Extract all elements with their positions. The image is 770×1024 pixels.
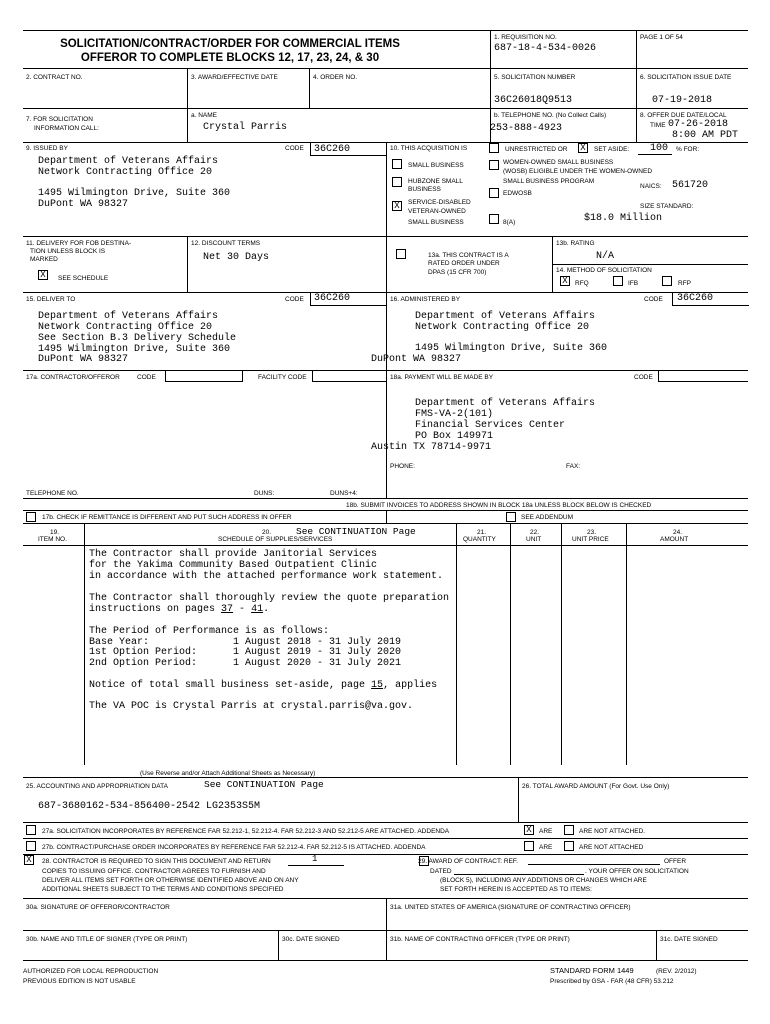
col-quantity-num: 21. — [477, 529, 487, 536]
facility-code-label: FACILITY CODE — [258, 374, 307, 381]
footer-prescribed: Prescribed by GSA - FAR (48 CFR) 53.212 — [550, 978, 674, 985]
administered-by-label: 16. ADMINISTERED BY — [390, 296, 461, 303]
accounting-note: See CONTINUATION Page — [204, 779, 324, 790]
contractor-code-label: CODE — [137, 374, 156, 381]
footer-authorized: AUTHORIZED FOR LOCAL REPRODUCTION — [23, 968, 159, 975]
27a-text: 27a. SOLICITATION INCORPORATES BY REFERENCE FAR 52.212-1, 52.212-4. FAR 52.212-3 AND 52.212-5 ARE ATTACHED. ADDENDA — [42, 828, 450, 835]
see-addendum-checkbox[interactable] — [506, 512, 516, 522]
hubzone-label-1: HUBZONE SMALL — [408, 178, 463, 185]
col-item-label: ITEM NO. — [38, 536, 67, 543]
deliver-to-line1: Department of Veterans Affairs — [38, 311, 219, 322]
payment-line3: Financial Services Center — [415, 420, 566, 431]
page-count: PAGE 1 OF 54 — [640, 34, 683, 41]
solicitation-date-label: 6. SOLICITATION ISSUE DATE — [640, 74, 732, 81]
schedule-poc: The VA POC is Crystal Parris at crystal.parris@va.gov. — [89, 701, 414, 712]
col-unit-label: UNIT — [526, 536, 542, 543]
award-date-label: 3. AWARD/EFFECTIVE DATE — [191, 74, 278, 81]
fob-label-1: 11. DELIVERY FOR FOB DESTINA- — [26, 240, 132, 247]
telephone-label: b. TELEPHONE NO. (No Collect Calls) — [494, 112, 607, 119]
page-ref-end: 41 — [251, 604, 264, 615]
8a-checkbox[interactable] — [489, 214, 499, 224]
deliver-to-label: 15. DELIVER TO — [26, 296, 76, 303]
rating-value: N/A — [596, 251, 615, 262]
wosb-label-3: SMALL BUSINESS PROGRAM — [503, 178, 595, 185]
size-standard-value: $18.0 Million — [584, 213, 663, 224]
27a-are-checkbox[interactable]: X — [524, 825, 534, 835]
payment-code-label: CODE — [634, 374, 653, 381]
27b-checkbox[interactable] — [26, 841, 36, 851]
col-unit-price-label: UNIT PRICE — [572, 536, 609, 543]
method-label: 14. METHOD OF SOLICITATION — [556, 267, 652, 274]
8a-label: 8(A) — [503, 219, 516, 226]
payment-line2: FMS-VA-2(101) — [415, 409, 494, 420]
unrestricted-checkbox[interactable] — [489, 143, 499, 153]
rated-order-label-3: DPAS (15 CFR 700) — [428, 269, 487, 276]
27b-text: 27b. CONTRACT/PURCHASE ORDER INCORPORATES BY REFERENCE FAR 52.212-4. FAR 52.212-5 IS ATTACHED. ADDENDA — [42, 844, 426, 851]
reverse-note: (Use Reverse and/or Attach Additional Sheets as Necessary) — [140, 770, 316, 777]
info-call-label-1: 7. FOR SOLICITATION — [26, 116, 93, 123]
col-quantity-label: QUANTITY — [463, 536, 496, 543]
col-unit-num: 22. — [530, 529, 540, 536]
payment-line5: Austin TX 78714-9971 — [371, 442, 492, 453]
footer-revision: (REV. 2/2012) — [656, 968, 697, 975]
fob-label-2: TION UNLESS BLOCK IS — [30, 248, 106, 255]
rating-label: 13b. RATING — [556, 240, 595, 247]
contact-name: Crystal Parris — [203, 122, 288, 133]
page-ref-start: 37 — [221, 604, 234, 615]
29-line4: SET FORTH HEREIN IS ACCEPTED AS TO ITEMS: — [440, 886, 592, 893]
wosb-label-2: (WOSB) ELIGIBLE UNDER THE WOMEN-OWNED — [503, 168, 653, 175]
31a-signature-field[interactable] — [390, 912, 746, 928]
form-title-line2: OFFEROR TO COMPLETE BLOCKS 12, 17, 23, 24, & 30 — [80, 52, 380, 64]
percent-for-label: % FOR: — [676, 146, 700, 153]
rated-order-label-1: 13a. THIS CONTRACT IS A — [428, 252, 509, 259]
28-line2: COPIES TO ISSUING OFFICE. CONTRACTOR AGREES TO FURNISH AND — [42, 868, 266, 875]
27a-are-not-checkbox[interactable] — [564, 825, 574, 835]
requisition-number: 687-18-4-534-0026 — [494, 43, 597, 54]
administered-line1: Department of Veterans Affairs — [415, 311, 596, 322]
edwosb-checkbox[interactable] — [489, 188, 499, 198]
schedule-option-2: 2nd Option Period: 1 August 2020 - 31 July 2021 — [89, 658, 402, 669]
27b-are-checkbox[interactable] — [524, 841, 534, 851]
see-schedule-checkbox[interactable]: X — [38, 270, 48, 280]
schedule-base-year: Base Year: 1 August 2018 - 31 July 2019 — [89, 637, 402, 648]
payment-fax-label: FAX: — [566, 463, 581, 470]
order-no-label: 4. ORDER NO. — [313, 74, 358, 81]
sdvosb-checkbox[interactable]: X — [392, 201, 402, 211]
edwosb-label: EDWOSB — [503, 190, 532, 197]
hubzone-checkbox[interactable] — [392, 177, 402, 187]
see-schedule-label: SEE SCHEDULE — [58, 275, 109, 282]
schedule-option-1: 1st Option Period: 1 August 2019 - 31 July 2020 — [89, 647, 402, 658]
issued-by-line4: DuPont WA 98327 — [38, 199, 129, 210]
30a-signature-field[interactable] — [26, 912, 382, 928]
payment-code-field[interactable] — [658, 370, 748, 382]
deliver-to-line3: See Section B.3 Delivery Schedule — [38, 333, 237, 344]
administered-line4: DuPont WA 98327 — [371, 354, 462, 365]
issued-by-label: 9. ISSUED BY — [26, 145, 68, 152]
small-business-checkbox[interactable] — [392, 159, 402, 169]
offer-due-time: 8:00 AM PDT — [672, 130, 739, 141]
contract-no-label: 2. CONTRACT NO. — [26, 74, 83, 81]
time-label: TIME — [650, 122, 666, 129]
deliver-to-line2: Network Contracting Office 20 — [38, 322, 213, 333]
payment-phone-label: PHONE: — [390, 463, 415, 470]
28-line3: DELIVER ALL ITEMS SET FORTH OR OTHERWISE IDENTIFIED ABOVE AND ON ANY — [42, 877, 299, 884]
acquisition-label: 10. THIS ACQUISITION IS — [390, 145, 468, 152]
schedule-p1-line2: for the Yakima Community Based Outpatient Clinic — [89, 560, 378, 571]
remittance-label: 17b. CHECK IF REMITTANCE IS DIFFERENT AND PUT SUCH ADDRESS IN OFFER — [42, 514, 292, 521]
rated-order-label-2: RATED ORDER UNDER — [428, 260, 500, 267]
schedule-p1-line1: The Contractor shall provide Janitorial Services — [89, 549, 378, 560]
schedule-p1-line3: in accordance with the attached performance work statement. — [89, 571, 444, 582]
total-award-label: 26. TOTAL AWARD AMOUNT (For Govt. Use Only) — [522, 783, 670, 790]
discount-terms-label: 12. DISCOUNT TERMS — [191, 240, 261, 247]
unrestricted-label: UNRESTRICTED OR — [505, 146, 568, 153]
set-aside-label: SET ASIDE: — [594, 146, 630, 153]
set-aside-checkbox[interactable]: X — [578, 143, 588, 153]
issued-by-line2: Network Contracting Office 20 — [38, 167, 213, 178]
col-schedule-num: 20. — [262, 529, 272, 536]
col-amount-label: AMOUNT — [660, 536, 689, 543]
27a-are-label: ARE — [539, 828, 553, 835]
accounting-label: 25. ACCOUNTING AND APPROPRIATION DATA — [26, 783, 168, 790]
payment-line1: Department of Veterans Affairs — [415, 398, 596, 409]
hubzone-label-2: BUSINESS — [408, 186, 441, 193]
rfq-label: RFQ — [575, 280, 589, 287]
schedule-p2-line1: The Contractor shall thoroughly review the quote preparation — [89, 593, 450, 604]
28-line1: 28. CONTRACTOR IS REQUIRED TO SIGN THIS DOCUMENT AND RETURN — [42, 858, 271, 865]
payment-label: 18a. PAYMENT WILL BE MADE BY — [390, 374, 494, 381]
30c-label: 30c. DATE SIGNED — [282, 936, 340, 943]
naics-code: 561720 — [672, 180, 709, 191]
27b-are-not-label: ARE NOT ATTACHED — [579, 844, 644, 851]
30b-label: 30b. NAME AND TITLE OF SIGNER (TYPE OR PRINT) — [26, 936, 188, 943]
form-title-line1: SOLICITATION/CONTRACT/ORDER FOR COMMERCIAL ITEMS — [60, 38, 400, 50]
deliver-to-line5: DuPont WA 98327 — [38, 354, 129, 365]
solicitation-issue-date: 07-19-2018 — [652, 95, 713, 106]
see-addendum-label: SEE ADDENDUM — [521, 514, 574, 521]
payment-line4: PO Box 149971 — [415, 431, 494, 442]
administered-code-label: CODE — [644, 296, 663, 303]
issued-by-code-label: CODE — [285, 145, 304, 152]
sdvosb-label-1: SERVICE-DISABLED — [408, 199, 471, 206]
contact-telephone: 253-888-4923 — [490, 123, 563, 134]
rfp-label: RFP — [678, 280, 691, 287]
remittance-checkbox[interactable] — [26, 512, 36, 522]
info-call-label-2: INFORMATION CALL: — [34, 125, 99, 132]
ifb-checkbox[interactable] — [613, 276, 623, 286]
31c-label: 31c. DATE SIGNED — [660, 936, 718, 943]
29-line3: (BLOCK 5), INCLUDING ANY ADDITIONS OR CHANGES WHICH ARE — [440, 877, 647, 884]
small-business-label: SMALL BUSINESS — [408, 162, 464, 169]
contractor-telephone-label: TELEPHONE NO. — [26, 490, 79, 497]
31a-label: 31a. UNITED STATES OF AMERICA (SIGNATURE OF CONTRACTING OFFICER) — [390, 904, 631, 911]
rated-order-checkbox[interactable] — [396, 249, 406, 259]
ifb-label: IFB — [628, 280, 639, 287]
issued-by-code: 36C260 — [314, 144, 351, 155]
col-unit-price-num: 23. — [587, 529, 597, 536]
requisition-label: 1. REQUISITION NO. — [494, 34, 557, 41]
offer-due-date: 07-26-2018 — [668, 119, 729, 130]
wosb-checkbox[interactable] — [489, 160, 499, 170]
27b-are-not-checkbox[interactable] — [564, 841, 574, 851]
29-offer-label: OFFER — [664, 858, 687, 865]
issued-by-line3: 1495 Wilmington Drive, Suite 360 — [38, 188, 231, 199]
administered-line3: 1495 Wilmington Drive, Suite 360 — [415, 343, 608, 354]
rfq-checkbox[interactable]: X — [560, 276, 570, 286]
28-checkbox[interactable]: X — [24, 855, 34, 865]
size-standard-label: SIZE STANDARD: — [640, 203, 694, 210]
rfp-checkbox[interactable] — [662, 276, 672, 286]
col-schedule-note: See CONTINUATION Page — [296, 526, 416, 537]
27a-are-not-label: ARE NOT ATTACHED. — [579, 828, 646, 835]
administered-line2: Network Contracting Office 20 — [415, 322, 590, 333]
wosb-label-1: WOMEN-OWNED SMALL BUSINESS — [503, 159, 614, 166]
28-line4: ADDITIONAL SHEETS SUBJECT TO THE TERMS AND CONDITIONS SPECIFIED — [42, 886, 284, 893]
issued-by-line1: Department of Veterans Affairs — [38, 156, 219, 167]
set-aside-page-ref: 15 — [371, 680, 384, 691]
fob-label-3: MARKED — [30, 256, 58, 263]
29-line1: 29. AWARD OF CONTRACT: REF. — [418, 858, 518, 865]
col-schedule-label: SCHEDULE OF SUPPLIES/SERVICES — [218, 536, 333, 543]
30a-label: 30a. SIGNATURE OF OFFEROR/CONTRACTOR — [26, 904, 170, 911]
sdvosb-label-2: VETERAN-OWNED — [408, 208, 466, 215]
name-label: a. NAME — [191, 112, 218, 119]
discount-terms: Net 30 Days — [203, 252, 270, 263]
27a-checkbox[interactable] — [26, 825, 36, 835]
solicitation-number-label: 5. SOLICITATION NUMBER — [494, 74, 576, 81]
facility-code-field[interactable] — [312, 370, 386, 382]
31b-label: 31b. NAME OF CONTRACTING OFFICER (TYPE OR PRINT) — [390, 936, 570, 943]
duns-label: DUNS: — [254, 490, 275, 497]
footer-form-name: STANDARD FORM 1449 — [550, 966, 634, 975]
28-copies: 1 — [312, 854, 318, 864]
27b-are-label: ARE — [539, 844, 553, 851]
schedule-set-aside-notice: Notice of total small business set-aside, page 15, applies — [89, 680, 438, 691]
contractor-label: 17a. CONTRACTOR/OFFEROR — [26, 374, 120, 381]
set-aside-percent: 100 — [650, 143, 669, 154]
deliver-to-code: 36C260 — [314, 293, 351, 304]
administered-code: 36C260 — [677, 293, 714, 304]
29-line2: . YOUR OFFER ON SOLICITATION — [585, 868, 689, 875]
schedule-p2-line2: instructions on pages 37 - 41. — [89, 604, 270, 615]
schedule-period-heading: The Period of Performance is as follows: — [89, 626, 330, 637]
accounting-data: 687-3680162-534-856400-2542 LG2353S5M — [38, 801, 261, 812]
deliver-to-code-label: CODE — [285, 296, 304, 303]
solicitation-number: 36C26018Q9513 — [494, 95, 573, 106]
naics-label: NAICS: — [640, 183, 662, 190]
deliver-to-line4: 1495 Wilmington Drive, Suite 360 — [38, 344, 231, 355]
col-item-num: 19. — [50, 529, 60, 536]
29-dated-label: DATED — [430, 868, 452, 875]
footer-previous-edition: PREVIOUS EDITION IS NOT USABLE — [23, 978, 136, 985]
contractor-code-field[interactable] — [165, 370, 243, 382]
sdvosb-label-3: SMALL BUSINESS — [408, 219, 464, 226]
duns4-label: DUNS+4: — [330, 490, 358, 497]
offer-due-label: 8. OFFER DUE DATE/LOCAL — [640, 112, 727, 119]
col-amount-num: 24. — [673, 529, 683, 536]
submit-invoices-label: 18b. SUBMIT INVOICES TO ADDRESS SHOWN IN BLOCK 18a UNLESS BLOCK BELOW IS CHECKED — [346, 502, 652, 509]
